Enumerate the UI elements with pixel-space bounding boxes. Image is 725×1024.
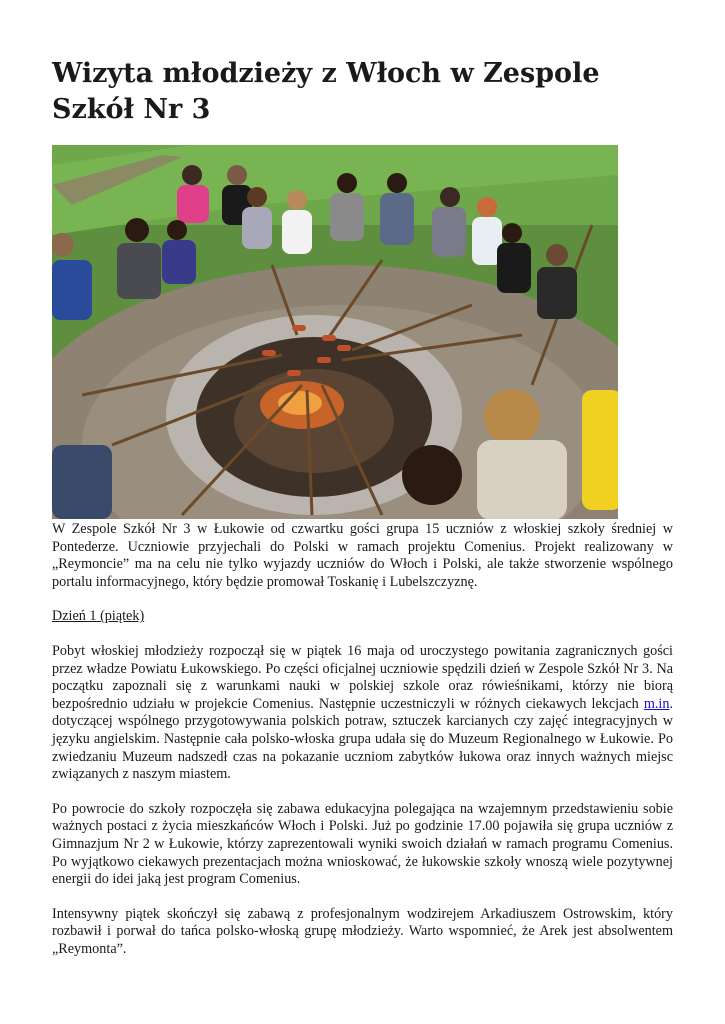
paragraph-return: Po powrocie do szkoły rozpoczęła się zabawa edukacyjna polegająca na wzajemnym przedstawieniu sobie ważnych postaci z życia mieszkańców Włoch i Polski. Już po godzinie 17.00 pojawiła się grupa uczniów z Gimnazjum Nr 2 w Łukowie, którzy zaprezentowali wyniki swoich działań w ramach programu Comenius. Po wyjątkowo ciekawych prezentacjach można wnioskować, że łukowskie szkoły wnoszą wiele pozytywnej energii do idei jaką jest program Comenius. — [52, 800, 673, 888]
paragraph-day1-start: Pobyt włoskiej młodzieży rozpoczął się w piątek 16 maja od uroczystego powitania zagranicznych gości przez władze Powiatu Łukowskiego. Po części oficjalnej uczniowie spędzili dzień w Zespole Szkół Nr 3. Na początku zapoznali się z warunkami nauki w polskiej szkole oraz rówieśnikami, którzy nie biorą bezpośrednio udziału w projekcie Comenius. Następnie uczestniczyli w różnych ciekawych lekcjach — [52, 642, 673, 712]
campfire-photo-icon — [52, 145, 618, 519]
min-link[interactable]: m.in — [643, 695, 670, 712]
day-heading: Dzień 1 (piątek) — [52, 608, 145, 625]
paragraph-evening: Intensywny piątek skończył się zabawą z profesjonalnym wodzirejem Arkadiuszem Ostrowskim, który rozbawił i porwał do tańca polsko-włoską grupę młodzieży. Warto wspomnieć, że Arek jest absolwentem „Reymonta”. — [52, 905, 673, 957]
article-title: Wizyta młodzieży z Włoch w Zespole Szkół Nr 3 — [52, 58, 600, 125]
article-photo — [52, 145, 618, 519]
paragraph-day1 — [52, 643, 673, 784]
paragraph-day1-end: . dotyczącej wspólnego przygotowywania polskich potraw, sztuczek karcianych czy zajęć integracyjnych w języku angielskim. Następnie cała polsko-włoska grupa udała się do Muzeum Regionalnego w Łukowie. Po zwiedzaniu Muzeum nadszedł czas na pokazanie uczniom zabytków łukowa oraz innych ważnych miejsc związanych z naszym miastem. — [52, 695, 673, 783]
intro-paragraph: W Zespole Szkół Nr 3 w Łukowie od czwartku gości grupa 15 uczniów z włoskiej szkoły średniej w Pontederze. Uczniowie przyjechali do Polski w ramach projektu Comenius. Projekt realizowany w „Reymoncie” ma na celu nie tylko wyjazdy uczniów do Włoch i Polski, ale także stworzenie wspólnego portalu informacyjnego, który będzie promował Toskanię i Lubelszczyznę. — [52, 521, 673, 590]
article-body — [52, 521, 673, 975]
